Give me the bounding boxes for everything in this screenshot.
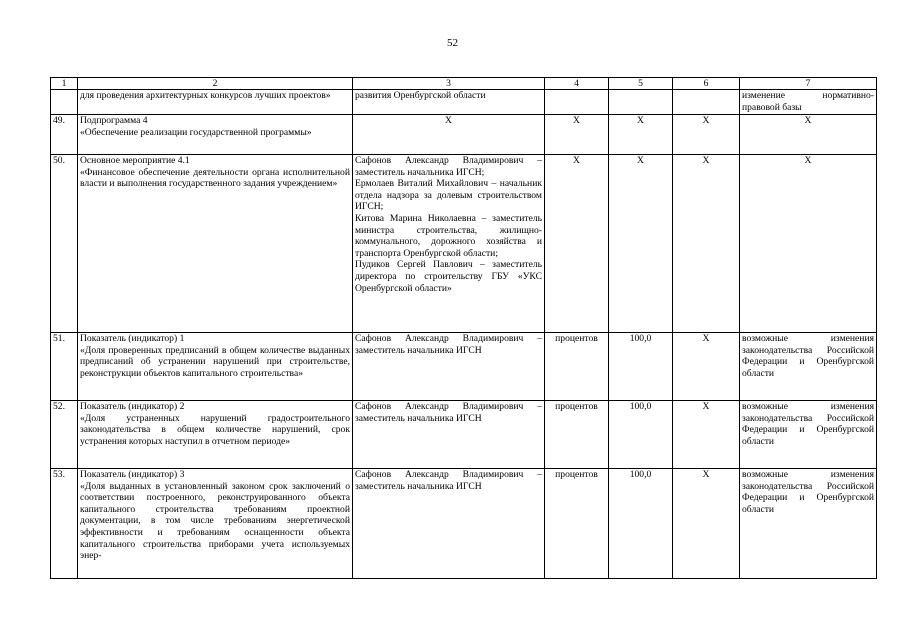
row-responsible: развития Оренбургской области [353, 90, 545, 115]
row-responsible: X [353, 115, 545, 155]
column-header: 5 [609, 78, 673, 90]
row-value [609, 90, 673, 115]
row-unit [545, 90, 609, 115]
column-number-row [51, 78, 877, 90]
row-value: X [609, 115, 673, 155]
row-col6: X [673, 469, 740, 579]
table-row [51, 115, 877, 155]
column-header: 2 [78, 78, 353, 90]
row-value: 100,0 [609, 401, 673, 469]
row-unit: процентов [545, 469, 609, 579]
row-unit: X [545, 155, 609, 333]
row-note: изменение нормативно-правовой базы [740, 90, 877, 115]
row-number: 53. [51, 469, 78, 579]
row-number: 52. [51, 401, 78, 469]
row-number: 49. [51, 115, 78, 155]
column-header: 6 [673, 78, 740, 90]
row-value: 100,0 [609, 333, 673, 401]
row-number: 50. [51, 155, 78, 333]
row-col6: X [673, 401, 740, 469]
row-unit: X [545, 115, 609, 155]
row-note: возможные изменения законодательства Российской Федерации и Оренбургской области [740, 469, 877, 579]
row-col6: X [673, 155, 740, 333]
row-name: Подпрограмма 4 «Обеспечение реализации государственной программы» [78, 115, 353, 155]
row-note: X [740, 155, 877, 333]
row-number: 51. [51, 333, 78, 401]
row-value: 100,0 [609, 469, 673, 579]
column-header: 1 [51, 78, 78, 90]
row-name: Основное мероприятие 4.1 «Финансовое обеспечение деятельности органа исполнительной власти и выполнения государственного задания учреждением» [78, 155, 353, 333]
row-value: X [609, 155, 673, 333]
row-responsible: Сафонов Александр Владимирович – заместитель начальника ИГСН [353, 469, 545, 579]
table-row [51, 401, 877, 469]
row-note: возможные изменения законодательства Российской Федерации и Оренбургской области [740, 333, 877, 401]
page-number: 52 [447, 37, 458, 49]
row-name: Показатель (индикатор) 2 «Доля устраненных нарушений градостроительного законодательства в общем количестве нарушений, срок устранения которых наступил в отчетном периоде» [78, 401, 353, 469]
row-unit: процентов [545, 401, 609, 469]
indicators-table [50, 77, 877, 579]
row-responsible: Сафонов Александр Владимирович – заместитель начальника ИГСН [353, 333, 545, 401]
table-row [51, 90, 877, 115]
row-name: Показатель (индикатор) 1 «Доля проверенных предписаний в общем количестве выданных предписаний об устранении нарушений при строительстве, реконструкции объектов капитального строительства» [78, 333, 353, 401]
row-col6 [673, 90, 740, 115]
row-responsible: Сафонов Александр Владимирович – заместитель начальника ИГСН; Ермолаев Виталий Михайлович – начальник отдела надзора за долевым строительством ИГСН; Китова Марина Николаевна – заместитель министра строительства, жилищно-коммунального, дорожного хозяйства и транспорта Оренбургской области; Пудиков Сергей Павлович – заместитель директора по строительству ГБУ «УКС Оренбургской области» [353, 155, 545, 333]
row-col6: X [673, 333, 740, 401]
table-row [51, 469, 877, 579]
column-header: 3 [353, 78, 545, 90]
row-note: возможные изменения законодательства Российской Федерации и Оренбургской области [740, 401, 877, 469]
row-responsible: Сафонов Александр Владимирович – заместитель начальника ИГСН [353, 401, 545, 469]
row-name: Показатель (индикатор) 3 «Доля выданных в установленный законом срок заключений о соответствии построенного, реконструированного объекта капитального строительства требованиям проектной документации, в том числе требованиям энергетической эффективности и требованиям оснащенности объекта капитального строительства приборами учета используемых энер- [78, 469, 353, 579]
table-row [51, 155, 877, 333]
column-header: 4 [545, 78, 609, 90]
row-name: для проведения архитектурных конкурсов лучших проектов» [78, 90, 353, 115]
column-header: 7 [740, 78, 877, 90]
row-number [51, 90, 78, 115]
table-row [51, 333, 877, 401]
row-note: X [740, 115, 877, 155]
row-unit: процентов [545, 333, 609, 401]
row-col6: X [673, 115, 740, 155]
